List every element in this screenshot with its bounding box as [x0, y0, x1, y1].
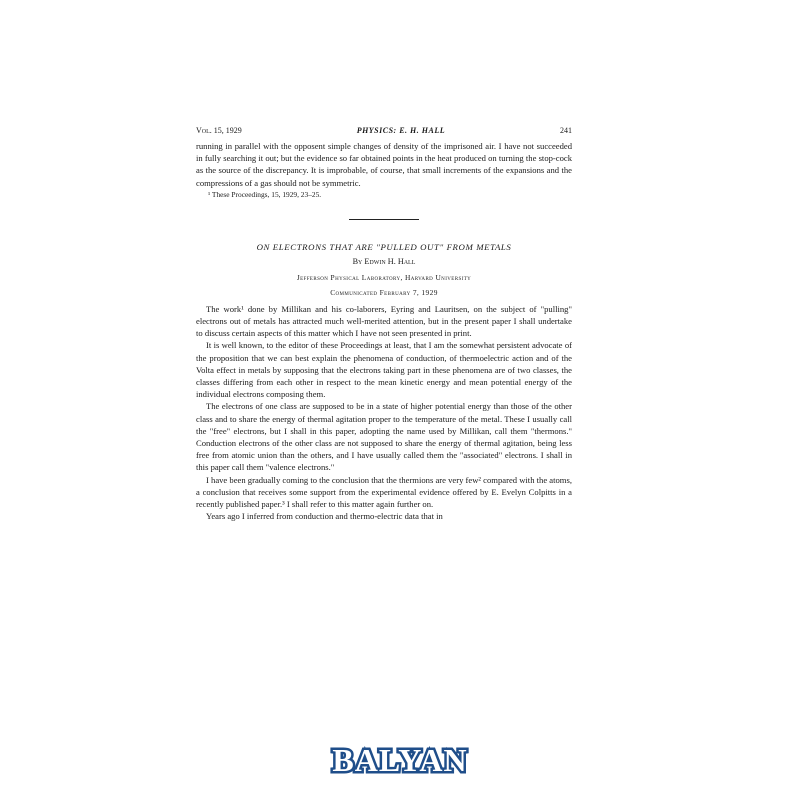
section-divider: [349, 219, 419, 220]
journal-page: [196, 120, 572, 522]
article-byline: By Edwin H. Hall: [352, 256, 416, 266]
article-affiliation: Jefferson Physical Laboratory, Harvard University: [296, 272, 472, 282]
watermark-text: BALYAN: [332, 742, 468, 778]
watermark-logo: [0, 740, 800, 785]
body-paragraph: I have been gradually coming to the conclusion that the thermions are very few² compared with the atoms, a conclusion that receives some support from the experimental evidence offered by E. Evelyn Colpitts in a recently published paper.³ I shall refer to this matter again further on.: [196, 474, 572, 510]
body-paragraph: Years ago I inferred from conduction and thermo-electric data that in: [206, 511, 443, 522]
running-title: PHYSICS: E. H. HALL: [356, 126, 446, 135]
continuation-paragraph: running in parallel with the opposent simple changes of density of the imprisoned air. I have not succeeded in fully searching it out; but the evidence so far obtained points in the heat produced on turning the stop-cock as the source of the discrepancy. It is improbable, of course, that small increments of the expansions and the compressions of a gas should not be symmetric.: [196, 141, 572, 188]
page-number: 241: [560, 126, 572, 135]
body-paragraph: The work¹ done by Millikan and his co-laborers, Eyring and Lauritsen, on the subject of "pulling" electrons out of metals has attracted much well-merited attention, but in the present paper I shall undertake to discuss certain aspects of this matter which I have not seen presented in print.: [196, 303, 572, 339]
body-paragraph: It is well known, to the editor of these Proceedings at least, that I am the somewhat persistent advocate of the proposition that we can best explain the phenomena of conduction, of thermoelectric action and of the Volta effect in metals by supposing that the electrons taking part in these phenomena are of two classes, the classes differing from each other in respect to the mean kinetic energy and mean potential energy of the individual electrons composing them.: [196, 340, 572, 400]
running-header: [196, 126, 572, 140]
body-paragraph: The electrons of one class are supposed to be in a state of higher potential energy than those of the other class and to share the energy of thermal agitation proper to the temperature of the metal. These I usually call the "free" electrons, but I shall in this paper, adopting the name used by Millikan, call them "thermons." Conduction electrons of the other class are not supposed to share the energy of thermal agitation, being less free from atomic union than the others, and I have usually called them the "associated" electrons. I shall in this paper call them "valence electrons.": [196, 401, 572, 473]
article-title: ON ELECTRONS THAT ARE "PULLED OUT" FROM METALS: [256, 241, 512, 252]
volume-label: Vol. 15, 1929: [196, 126, 242, 135]
communicated-date: Communicated February 7, 1929: [330, 287, 438, 297]
footnote: ¹ These Proceedings, 15, 1929, 23–25.: [208, 189, 322, 199]
watermark-logo-icon: [310, 740, 490, 780]
